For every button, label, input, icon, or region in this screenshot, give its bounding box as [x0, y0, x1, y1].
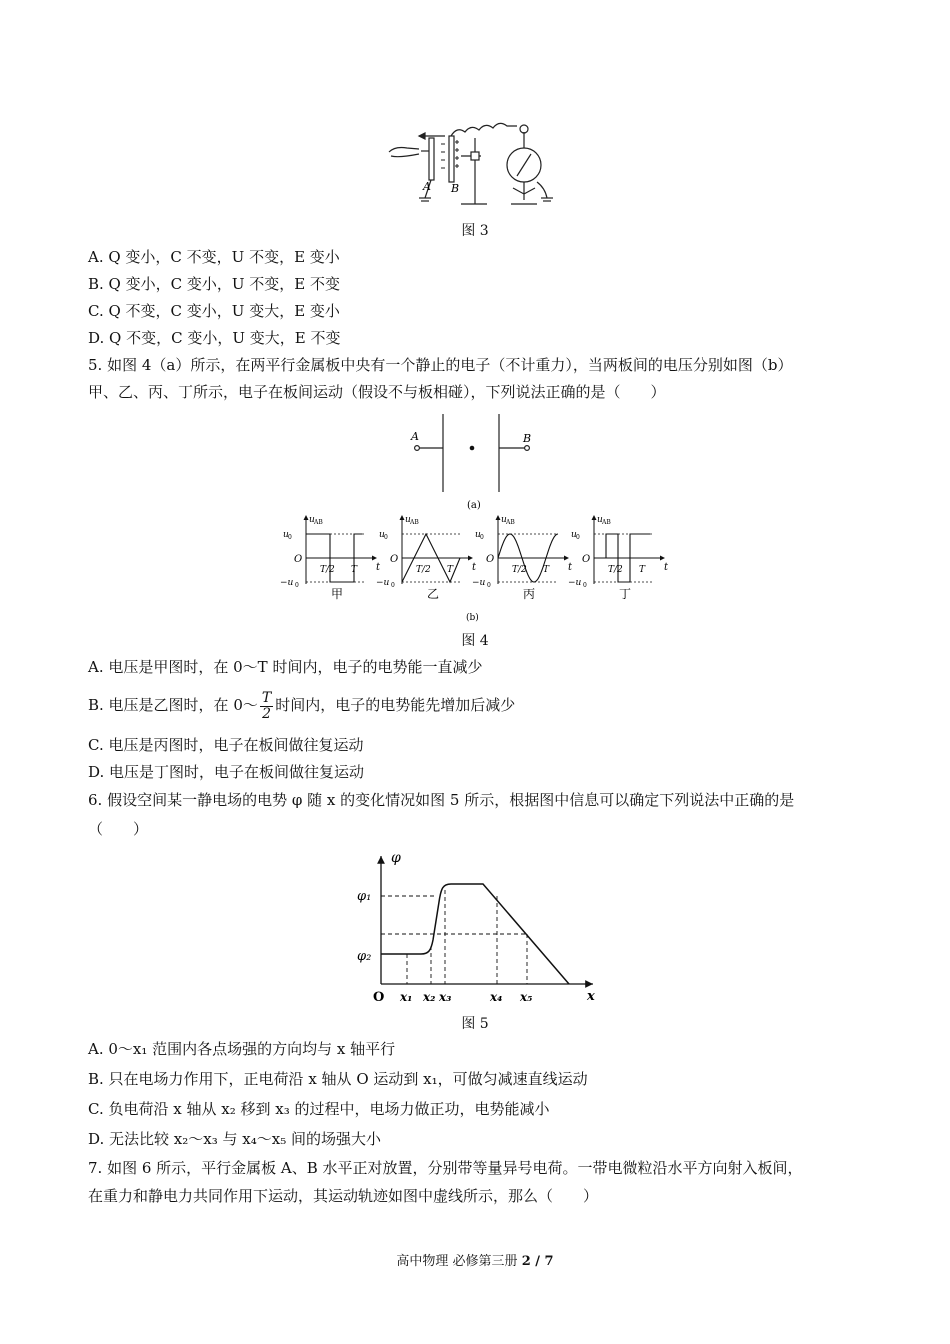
time-axis-label: t — [376, 562, 381, 573]
tick-x2: x₂ — [423, 990, 436, 1004]
half-period-label: T/2 — [608, 565, 623, 575]
q6-stem-line-1: 6. 假设空间某一静电场的电势 φ 随 x 的变化情况如图 5 所示，根据图中信息可以确定下列说法中正确的是 — [88, 791, 795, 809]
neg-u0-label: −u — [568, 578, 582, 588]
figure-4b-drawing — [280, 512, 670, 624]
tick-x3: x₃ — [439, 990, 452, 1004]
origin-label: O — [582, 554, 591, 565]
page-footer — [0, 1250, 950, 1269]
voltage-axis-label: u — [501, 515, 507, 525]
period-label: T — [543, 565, 550, 575]
time-axis-label: t — [568, 562, 573, 573]
figure-3-drawing — [385, 118, 565, 214]
figure-4a-sublabel: (a) — [467, 500, 481, 511]
voltage-axis-label: u — [309, 515, 315, 525]
time-axis-arrow — [564, 556, 569, 561]
fraction-denominator: 2 — [262, 705, 271, 722]
time-axis-label: t — [472, 562, 477, 573]
voltage-axis-arrow — [496, 515, 501, 520]
q4-option-c: C. Q 不变，C 变小，U 变大，E 变小 — [88, 302, 340, 320]
panel-name: 丙 — [523, 587, 536, 601]
neg-u0-label-subscript: 0 — [487, 582, 491, 589]
q5-stem-line-2: 甲、乙、丙、丁所示，电子在板间运动（假设不与板相碰），下列说法正确的是（ ） — [88, 383, 666, 401]
q5-option-a: A. 电压是甲图时，在 0～T 时间内，电子的电势能一直减少 — [88, 658, 483, 676]
neg-u0-label: −u — [280, 578, 294, 588]
q4-option-a: A. Q 变小，C 不变，U 不变，E 变小 — [88, 248, 340, 266]
plate-b-label: B — [451, 182, 460, 195]
phi1-label: φ₁ — [357, 889, 372, 904]
voltage-axis-label-subscript: AB — [314, 519, 323, 526]
guide-lines — [381, 890, 527, 984]
q5-option-b-prefix: B. 电压是乙图时，在 0～ — [88, 696, 258, 714]
x-axis-label: x — [587, 989, 595, 1004]
neg-u0-label-subscript: 0 — [295, 582, 299, 589]
u0-label: u — [475, 530, 481, 540]
period-label: T — [639, 565, 646, 575]
plate-a-label: A — [411, 430, 419, 443]
neg-u0-label-subscript: 0 — [391, 582, 395, 589]
q4-option-b: B. Q 变小，C 变小，U 不变，E 不变 — [88, 275, 340, 293]
q4-option-d: D. Q 不变，C 变小，U 变大，E 不变 — [88, 329, 341, 347]
tick-x4: x₄ — [490, 990, 503, 1004]
time-axis-label: t — [664, 562, 669, 573]
half-period-label: T/2 — [512, 565, 527, 575]
u0-label: u — [571, 530, 577, 540]
origin-label: O — [486, 554, 495, 565]
period-label: T — [447, 565, 454, 575]
period-label: T — [351, 565, 358, 575]
origin-label: O — [373, 990, 385, 1005]
q6-option-b: B. 只在电场力作用下，正电荷沿 x 轴从 O 运动到 x₁，可做匀减速直线运动 — [88, 1070, 588, 1088]
figure-5-caption: 图 5 — [461, 1016, 489, 1032]
figure-4b-voltage-plots — [280, 512, 670, 624]
tick-x5: x₅ — [520, 990, 533, 1004]
time-axis-arrow — [660, 556, 665, 561]
voltage-axis-label: u — [597, 515, 603, 525]
plate-b-label: B — [523, 432, 532, 445]
q7-stem-line-2: 在重力和静电力共同作用下运动，其运动轨迹如图中虚线所示，那么（ ） — [88, 1187, 599, 1205]
hand-icon — [389, 148, 419, 157]
u0-label: u — [379, 530, 385, 540]
q7-stem-line-1: 7. 如图 6 所示，平行金属板 A、B 水平正对放置，分别带等量异号电荷。一带电微粒沿水平方向射入板间， — [88, 1159, 803, 1177]
voltage-axis-label: u — [405, 515, 411, 525]
voltage-axis-arrow — [400, 515, 405, 520]
y-axis-label: φ — [391, 850, 401, 866]
origin-label: O — [390, 554, 399, 565]
q6-option-a: A. 0～x₁ 范围内各点场强的方向均与 x 轴平行 — [88, 1040, 396, 1058]
half-period-label: T/2 — [416, 565, 431, 575]
phi2-label: φ₂ — [357, 949, 372, 964]
q5-stem-line-1: 5. 如图 4（a）所示，在两平行金属板中央有一个静止的电子（不计重力），当两板间的电压分别如图（b） — [88, 356, 793, 374]
figure-4a-drawing — [405, 410, 545, 514]
figure-5-drawing — [355, 848, 605, 1006]
figure-3-caption: 图 3 — [461, 223, 489, 239]
panel-name: 甲 — [331, 587, 344, 601]
voltage-axis-label-subscript: AB — [506, 519, 515, 526]
u0-label-subscript: 0 — [384, 534, 388, 541]
voltage-axis-arrow — [304, 515, 309, 520]
fraction-numerator: T — [261, 689, 272, 706]
figure-4b-sublabel: (b) — [466, 613, 479, 623]
footer-title: 高中物理 必修第三册 — [396, 1254, 522, 1269]
plate-a-label: A — [423, 180, 431, 193]
voltage-axis-label-subscript: AB — [602, 519, 611, 526]
neg-u0-label-subscript: 0 — [583, 582, 587, 589]
time-axis-arrow — [372, 556, 377, 561]
tick-x1: x₁ — [400, 990, 413, 1004]
half-period-label: T/2 — [320, 565, 335, 575]
q5-option-b-suffix: 时间内，电子的电势能先增加后减少 — [275, 696, 516, 714]
electron-dot — [470, 446, 475, 451]
q6-stem-line-2: （ ） — [88, 820, 149, 838]
fraction-t-over-2 — [260, 691, 273, 722]
q6-option-c: C. 负电荷沿 x 轴从 x₂ 移到 x₃ 的过程中，电场力做正功，电势能减小 — [88, 1100, 550, 1118]
neg-u0-label: −u — [472, 578, 486, 588]
figure-5-potential-graph — [355, 848, 605, 1006]
figure-4-caption: 图 4 — [461, 633, 489, 649]
origin-label: O — [294, 554, 303, 565]
q6-option-d: D. 无法比较 x₂～x₃ 与 x₄～x₅ 间的场强大小 — [88, 1130, 381, 1148]
figure-3-apparatus — [385, 118, 565, 214]
page-number: 2 / 7 — [521, 1254, 554, 1269]
q5-option-b — [88, 690, 515, 722]
panel-name: 丁 — [619, 587, 632, 601]
q5-option-c: C. 电压是丙图时，电子在板间做往复运动 — [88, 736, 364, 754]
u0-label: u — [283, 530, 289, 540]
panel-name: 乙 — [427, 587, 440, 601]
u0-label-subscript: 0 — [480, 534, 484, 541]
q5-option-d: D. 电压是丁图时，电子在板间做往复运动 — [88, 763, 365, 781]
neg-u0-label: −u — [376, 578, 390, 588]
voltage-axis-arrow — [592, 515, 597, 520]
voltage-axis-label-subscript: AB — [410, 519, 419, 526]
u0-label-subscript: 0 — [288, 534, 292, 541]
time-axis-arrow — [468, 556, 473, 561]
figure-4a-plates — [405, 410, 545, 514]
u0-label-subscript: 0 — [576, 534, 580, 541]
